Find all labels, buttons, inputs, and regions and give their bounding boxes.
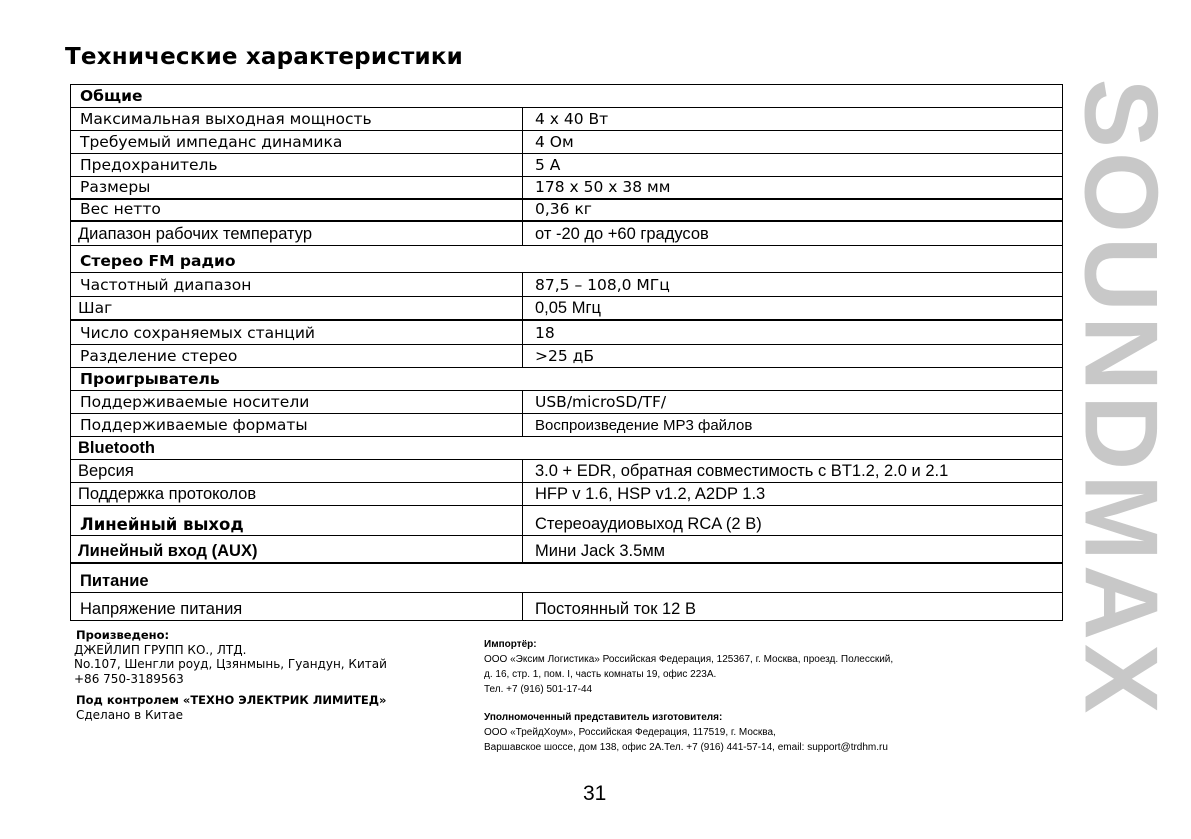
table-row xyxy=(71,414,1062,437)
spec-label: Предохранитель xyxy=(71,154,523,176)
table-row xyxy=(71,483,1062,506)
table-row xyxy=(71,108,1062,131)
importer-label: Импортёр: xyxy=(484,639,537,650)
spec-value: Стереоаудиовыход RCA (2 В) xyxy=(535,515,762,533)
control-label: Под контролем «ТЕХНО ЭЛЕКТРИК ЛИМИТЕД» xyxy=(76,693,387,707)
spec-value: Воспроизведение MP3 файлов xyxy=(535,417,753,434)
table-row xyxy=(71,131,1062,154)
spec-value: 0,05 Мгц xyxy=(535,299,601,317)
importer-address-line: д. 16, стр. 1, пом. I, часть комнаты 19, офис 223А. xyxy=(484,669,717,680)
table-row xyxy=(71,460,1062,483)
section-title: Питание xyxy=(80,572,149,590)
spec-value: 5 А xyxy=(535,156,561,174)
spec-value: 178 x 50 x 38 мм xyxy=(535,178,671,196)
spec-value: 3.0 + EDR, обратная совместимость с BT1.2, 2.0 и 2.1 xyxy=(535,462,949,480)
table-row xyxy=(71,154,1062,177)
manufacturer-info xyxy=(76,628,387,722)
table-row xyxy=(71,506,1062,536)
table-row xyxy=(71,391,1062,414)
spec-label: Поддерживаемые форматы xyxy=(71,414,523,436)
section-title: Bluetooth xyxy=(78,439,155,457)
spec-value: 4 x 40 Вт xyxy=(535,110,609,128)
spec-label: Поддерживаемые носители xyxy=(71,391,523,413)
section-title: Общие xyxy=(80,87,143,105)
spec-value: 18 xyxy=(535,324,555,342)
manufacturer-label: Произведено: xyxy=(76,628,170,642)
spec-label: Требуемый импеданс динамика xyxy=(71,131,523,153)
table-row xyxy=(71,536,1062,564)
country-of-origin: Сделано в Китае xyxy=(76,707,184,722)
representative-label: Уполномоченный представитель изготовителя: xyxy=(484,712,723,723)
spec-label: Напряжение питания xyxy=(71,593,523,620)
representative-address-line: ООО «ТрейдХоум», Российская Федерация, 117519, г. Москва, xyxy=(484,727,776,738)
spec-value: USB/microSD/TF/ xyxy=(535,393,667,411)
spec-label: Шаг xyxy=(71,297,523,319)
section-header-general xyxy=(71,85,1062,108)
table-row xyxy=(71,222,1062,246)
table-row xyxy=(71,297,1062,321)
spec-value: 4 Ом xyxy=(535,133,574,151)
spec-value: 87,5 – 108,0 МГц xyxy=(535,276,670,294)
table-row xyxy=(71,273,1062,297)
section-title: Стерео FM радио xyxy=(80,252,236,270)
spec-label: Версия xyxy=(71,460,523,482)
table-row xyxy=(71,200,1062,222)
spec-label: Линейный выход xyxy=(71,506,523,535)
spec-value: от -20 до +60 градусов xyxy=(535,225,709,243)
table-row xyxy=(71,345,1062,368)
spec-label: Вес нетто xyxy=(71,200,523,220)
manufacturer-phone: +86 750-3189563 xyxy=(74,671,184,686)
spec-label: Линейный вход (AUX) xyxy=(71,536,523,562)
section-header-bluetooth xyxy=(71,437,1062,460)
page-title: Технические характеристики xyxy=(65,44,463,70)
brand-logo-text: SOUNDMAX xyxy=(1062,78,1179,718)
spec-label: Диапазон рабочих температур xyxy=(71,222,523,245)
spec-value: >25 дБ xyxy=(535,347,594,365)
section-title: Проигрыватель xyxy=(80,370,220,388)
spec-value: 0,36 кг xyxy=(535,200,592,218)
table-row xyxy=(71,177,1062,200)
table-row xyxy=(71,321,1062,345)
spec-label: Размеры xyxy=(71,177,523,198)
brand-logo xyxy=(1062,48,1179,748)
importer-phone: Тел. +7 (916) 501-17-44 xyxy=(484,684,593,695)
spec-value: Мини Jack 3.5мм xyxy=(535,542,666,560)
spec-label: Частотный диапазон xyxy=(71,273,523,296)
spec-table xyxy=(70,84,1063,621)
table-row xyxy=(71,593,1062,621)
manufacturer-address: No.107, Шенгли роуд, Цзянмынь, Гуандун, Китай xyxy=(74,657,387,671)
section-header-player xyxy=(71,368,1062,391)
manufacturer-name: ДЖЕЙЛИП ГРУПП КО., ЛТД. xyxy=(74,642,247,657)
importer-info xyxy=(484,637,893,755)
spec-label: Поддержка протоколов xyxy=(71,483,523,505)
page-number: 31 xyxy=(583,782,607,805)
section-header-fm-radio xyxy=(71,246,1062,273)
spec-label: Число сохраняемых станций xyxy=(71,321,523,344)
spec-label: Разделение стерео xyxy=(71,345,523,367)
spec-value: HFP v 1.6, HSP v1.2, A2DP 1.3 xyxy=(535,485,766,503)
importer-address-line: ООО «Эксим Логистика» Российская Федерация, 125367, г. Москва, проезд. Полесский, xyxy=(484,654,894,665)
spec-value: Постоянный ток 12 В xyxy=(535,600,696,618)
representative-contact-line: Варшавское шоссе, дом 138, офис 2А.Тел. +7 (916) 441-57-14, email: support@trdhm.ru xyxy=(484,742,888,753)
spec-label: Максимальная выходная мощность xyxy=(71,108,523,130)
section-header-power xyxy=(71,564,1062,593)
